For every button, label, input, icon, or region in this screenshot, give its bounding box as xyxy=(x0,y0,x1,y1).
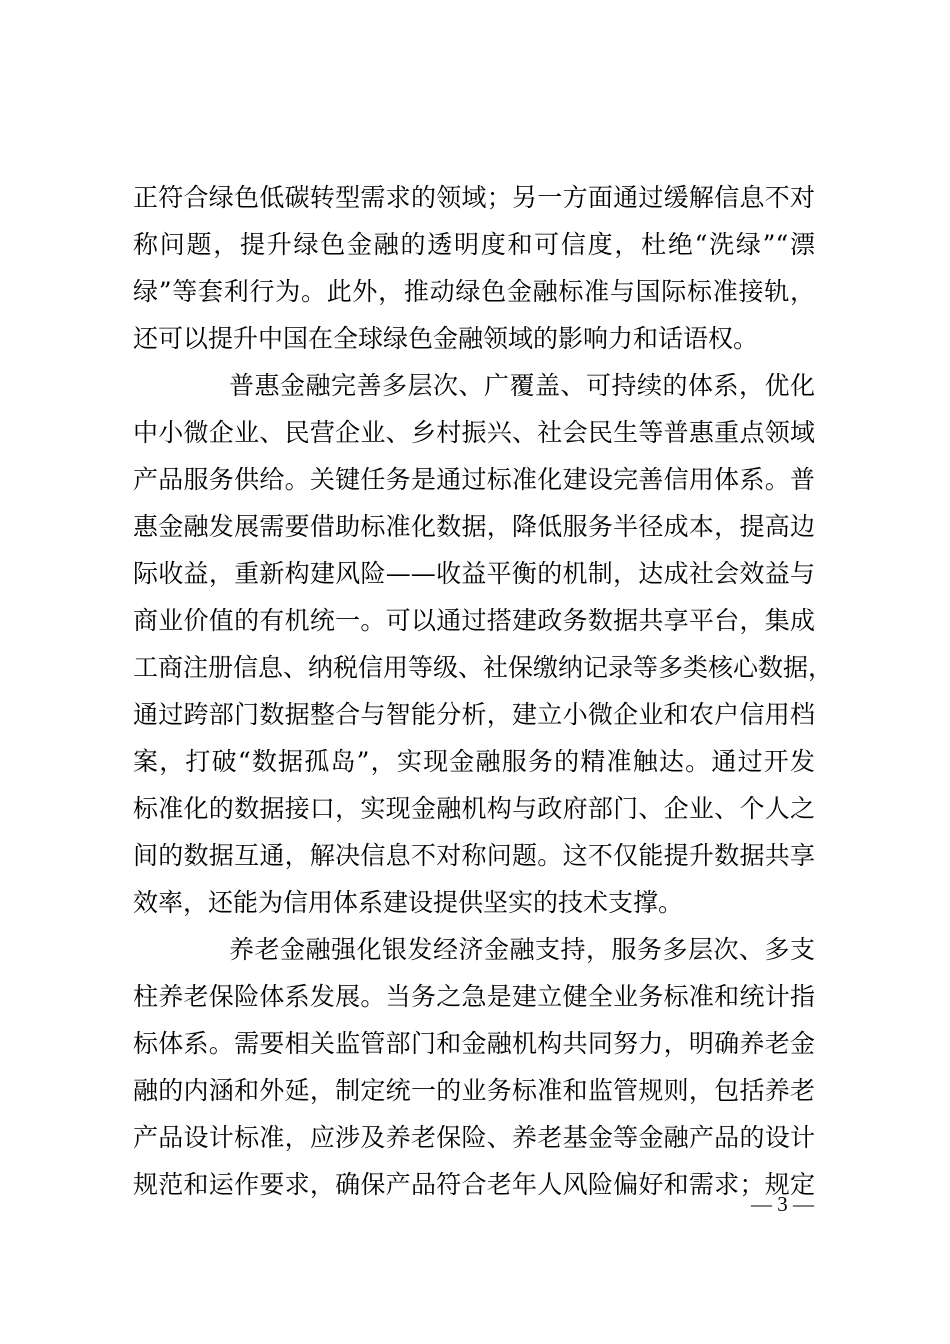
paragraph-2-line-11: 间的数据互通，解决信息不对称问题。这不仅能提升数据共享 xyxy=(133,841,815,870)
paragraph-2-line-3: 产品服务供给。关键任务是通过标准化建设完善信用体系。普 xyxy=(133,465,815,494)
paragraph-2-line-7: 工商注册信息、纳税信用等级、社保缴纳记录等多类核心数据， xyxy=(133,653,834,682)
paragraph-1-line-2: 称问题，提升绿色金融的透明度和可信度，杜绝“洗绿”“漂 xyxy=(133,230,815,259)
paragraph-2-line-10: 标准化的数据接口，实现金融机构与政府部门、企业、个人之 xyxy=(133,794,815,823)
paragraph-2-line-1: 普惠金融完善多层次、广覆盖、可持续的体系，优化 xyxy=(229,371,815,400)
paragraph-3-line-3: 标体系。需要相关监管部门和金融机构共同努力，明确养老金 xyxy=(133,1029,815,1058)
paragraph-3-line-1: 养老金融强化银发经济金融支持，服务多层次、多支 xyxy=(229,935,815,964)
paragraph-1-line-4: 还可以提升中国在全球绿色金融领域的影响力和话语权。 xyxy=(133,324,759,353)
paragraph-2-line-2: 中小微企业、民营企业、乡村振兴、社会民生等普惠重点领域 xyxy=(133,418,815,447)
paragraph-2-line-12: 效率，还能为信用体系建设提供坚实的技术支撑。 xyxy=(133,888,684,917)
paragraph-2-line-9: 案，打破“数据孤岛”，实现金融服务的精准触达。通过开发 xyxy=(133,747,815,776)
paragraph-3-line-2: 柱养老保险体系发展。当务之急是建立健全业务标准和统计指 xyxy=(133,982,815,1011)
paragraph-3-line-6: 规范和运作要求，确保产品符合老年人风险偏好和需求；规定 xyxy=(133,1170,815,1199)
paragraph-3-line-5: 产品设计标准，应涉及养老保险、养老基金等金融产品的设计 xyxy=(133,1123,815,1152)
paragraph-3-line-4: 融的内涵和外延，制定统一的业务标准和监管规则，包括养老 xyxy=(133,1076,815,1105)
page-number: — 3 — xyxy=(751,1192,814,1216)
paragraph-2-line-6: 商业价值的有机统一。可以通过搭建政务数据共享平台，集成 xyxy=(133,606,815,635)
paragraph-1-line-1: 正符合绿色低碳转型需求的领域；另一方面通过缓解信息不对 xyxy=(133,183,815,212)
paragraph-2-line-8: 通过跨部门数据整合与智能分析，建立小微企业和农户信用档 xyxy=(133,700,815,729)
paragraph-2-line-5: 际收益，重新构建风险——收益平衡的机制，达成社会效益与 xyxy=(133,559,815,588)
paragraph-1-line-3: 绿”等套利行为。此外，推动绿色金融标准与国际标准接轨， xyxy=(133,277,815,306)
paragraph-2-line-4: 惠金融发展需要借助标准化数据，降低服务半径成本，提高边 xyxy=(133,512,815,541)
